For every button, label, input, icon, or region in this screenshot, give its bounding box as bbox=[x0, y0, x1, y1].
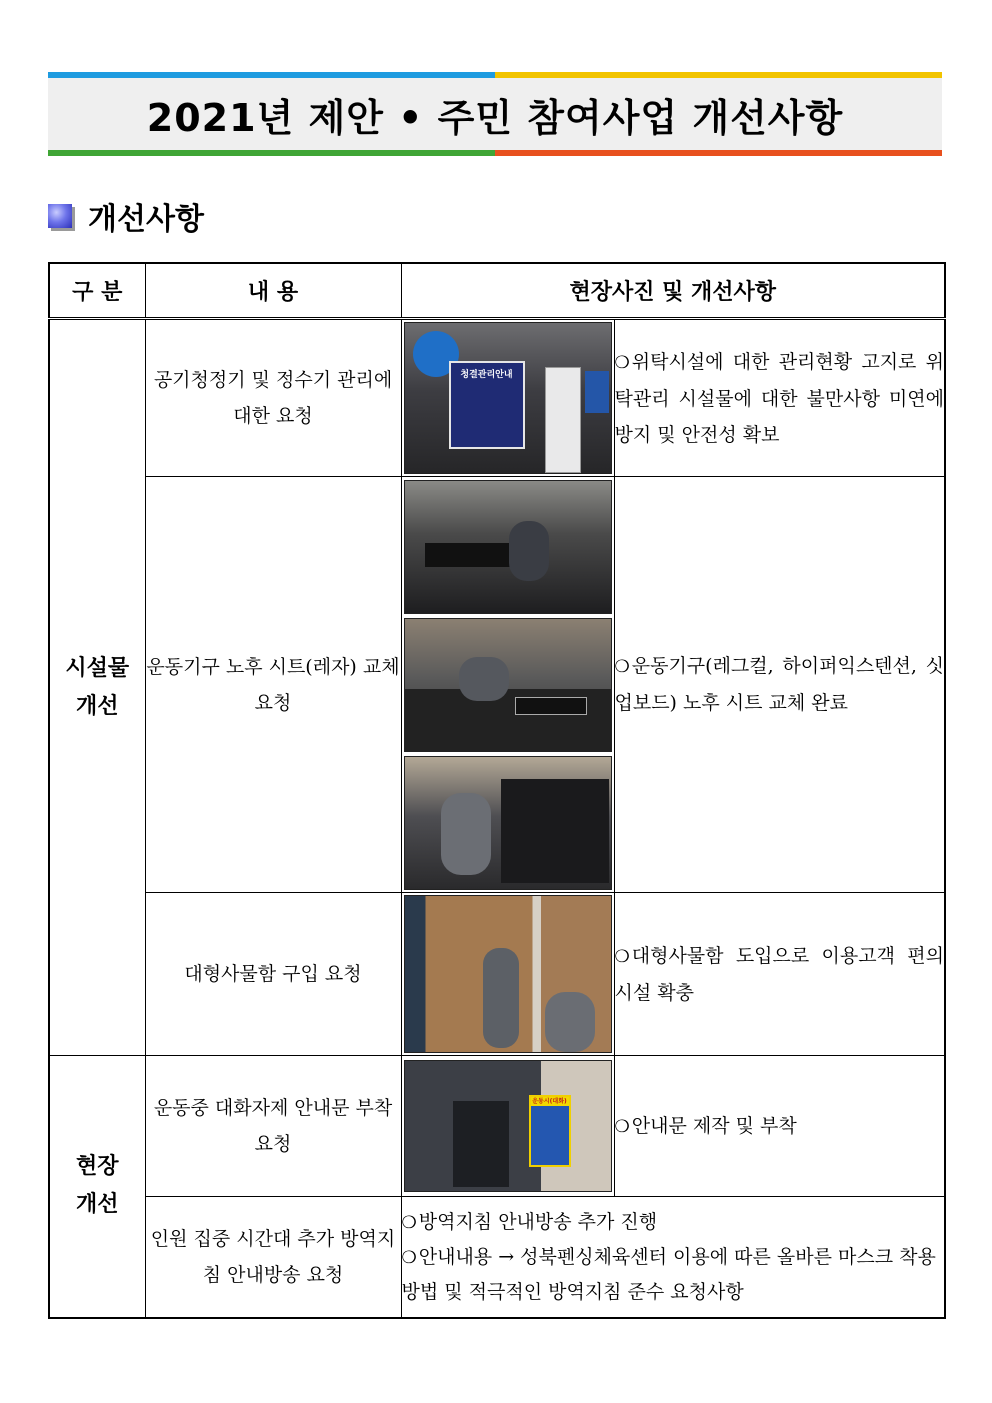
bullet-icon: ❍ bbox=[614, 946, 630, 967]
row-content: 운동기구 노후 시트(레자) 교체 요청 bbox=[145, 477, 401, 893]
photo-large-lockers bbox=[404, 895, 612, 1053]
category-facility-label: 시설물 개선 bbox=[65, 655, 130, 719]
bench bbox=[515, 697, 587, 715]
worker bbox=[483, 948, 519, 1048]
photo-air-purifier-water-dispenser bbox=[404, 322, 612, 474]
description-line bbox=[402, 1240, 945, 1309]
worker bbox=[441, 793, 491, 875]
row-description-text: 위탁시설에 대한 관리현황 고지로 위탁관리 시설물에 대한 불만사항 미연에 방지 및 안전성 확보 bbox=[614, 350, 944, 446]
row-description bbox=[614, 477, 945, 893]
row-photo bbox=[401, 477, 614, 893]
row-description bbox=[401, 1197, 945, 1318]
photo-leg-curl-repair bbox=[404, 480, 612, 614]
gym-machine bbox=[453, 1101, 509, 1187]
row-description bbox=[614, 893, 945, 1056]
row-content: 대형사물함 구입 요청 bbox=[145, 893, 401, 1056]
bullet-icon: ❍ bbox=[401, 1212, 417, 1233]
section-heading-label: 개선사항 bbox=[88, 202, 204, 237]
blue-poster bbox=[585, 371, 609, 413]
category-site bbox=[49, 1056, 145, 1318]
bullet-icon: ❍ bbox=[614, 1116, 630, 1137]
worker bbox=[545, 992, 595, 1052]
row-description-text: 안내문 제작 및 부착 bbox=[631, 1114, 797, 1137]
row-content: 운동중 대화자제 안내문 부착 요청 bbox=[145, 1056, 401, 1197]
notice-sign bbox=[529, 1095, 571, 1167]
photo-quiet-notice bbox=[404, 1060, 612, 1192]
row-description bbox=[614, 319, 945, 477]
table-row bbox=[49, 477, 945, 893]
header-photo-improvement: 현장사진 및 개선사항 bbox=[401, 263, 945, 319]
page-title: 2021년 제안 • 주민 참여사업 개선사항 bbox=[146, 95, 844, 140]
section-heading bbox=[48, 196, 204, 236]
table-row bbox=[49, 319, 945, 477]
photo-situp-board-repair bbox=[404, 756, 612, 890]
improvements-table bbox=[48, 262, 946, 1319]
header-content: 내 용 bbox=[145, 263, 401, 319]
row-description-text: 운동기구(레그컬, 하이퍼익스텐션, 싯업보드) 노후 시트 교체 완료 bbox=[614, 655, 944, 714]
category-site-label: 현장 개선 bbox=[75, 1154, 119, 1218]
bullet-icon: ❍ bbox=[614, 657, 630, 677]
bullet-icon: ❍ bbox=[401, 1247, 417, 1268]
description-line-text: 안내내용 → 성북펜싱체육센터 이용에 따른 올바른 마스크 착용 방법 및 적극적인 방역지침 준수 요청사항 bbox=[401, 1245, 936, 1303]
row-photo bbox=[401, 319, 614, 477]
header-category: 구 분 bbox=[49, 263, 145, 319]
cleaning-notice-sign bbox=[449, 361, 525, 449]
row-description-text: 대형사물함 도입으로 이용고객 편의 시설 확충 bbox=[614, 944, 944, 1004]
notice-sign-text: 운동시(대화) bbox=[532, 1098, 567, 1105]
table-row bbox=[49, 893, 945, 1056]
bullet-icon: ❍ bbox=[614, 352, 630, 373]
description-line-text: 방역지침 안내방송 추가 진행 bbox=[418, 1210, 658, 1233]
table-row bbox=[49, 1197, 945, 1318]
banner-bottom-stripe bbox=[48, 150, 942, 156]
treadmill bbox=[501, 779, 609, 883]
row-content: 인원 집중 시간대 추가 방역지침 안내방송 요청 bbox=[145, 1197, 401, 1318]
description-line bbox=[402, 1205, 945, 1240]
row-description bbox=[614, 1056, 945, 1197]
bullet-square-icon bbox=[48, 204, 72, 228]
title-banner bbox=[48, 72, 942, 156]
water-dispenser bbox=[545, 367, 581, 473]
photo-hyperextension-repair bbox=[404, 618, 612, 752]
worker bbox=[509, 521, 549, 581]
category-facility bbox=[49, 319, 145, 1056]
cleaning-notice-sign-text: 청결관리안내 bbox=[460, 370, 513, 380]
row-photo bbox=[401, 1056, 614, 1197]
table-header-row bbox=[49, 263, 945, 319]
row-content: 공기청정기 및 정수기 관리에 대한 요청 bbox=[145, 319, 401, 477]
row-photo bbox=[401, 893, 614, 1056]
worker bbox=[459, 657, 509, 701]
table-row bbox=[49, 1056, 945, 1197]
